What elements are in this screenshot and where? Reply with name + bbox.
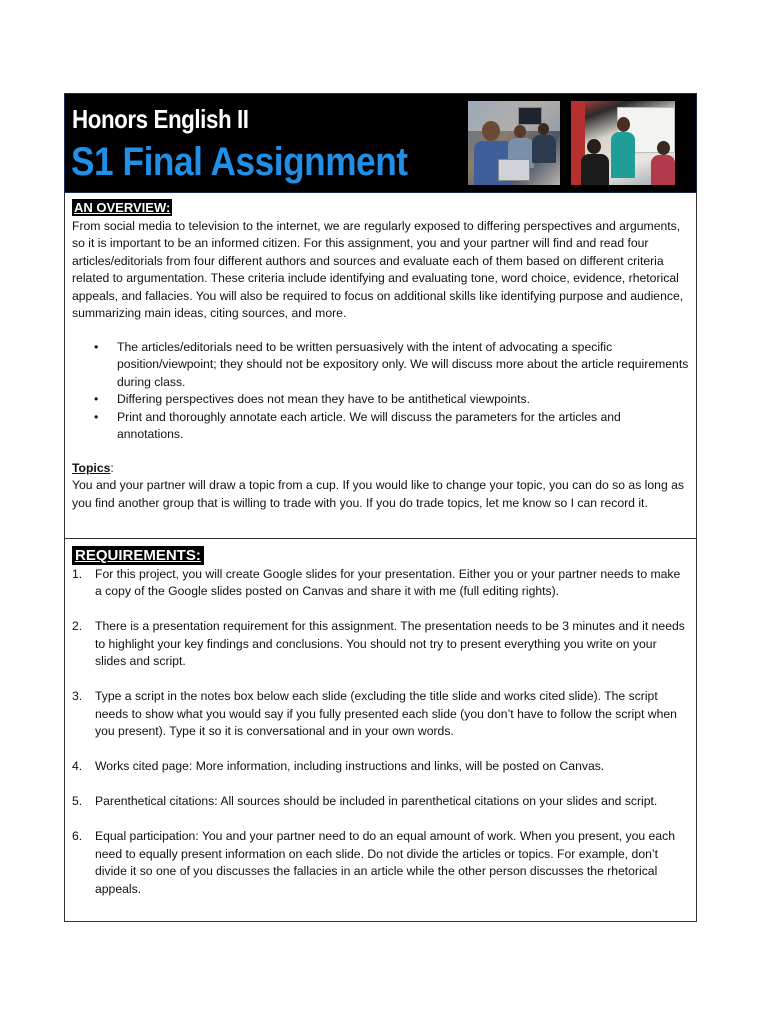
topics-label: Topics bbox=[72, 460, 111, 475]
assignment-document bbox=[64, 93, 697, 922]
requirements-section bbox=[64, 539, 697, 922]
list-item: 1. For this project, you will create Google slides for your presentation. Either you or your partner needs to make a copy of the Google slides posted on Canvas and share it with me (full editing rights). bbox=[72, 566, 681, 598]
list-item: 2. There is a presentation requirement for this assignment. The presentation needs to be 3 minutes and it needs to highlight your key findings and conclusions. You should not try to present everything you write on your slides and script. bbox=[72, 619, 685, 668]
students-at-laptops-photo bbox=[468, 101, 560, 185]
list-item: 4. Works cited page: More information, including instructions and links, will be posted on Canvas. bbox=[72, 759, 605, 773]
list-item: 6. Equal participation: You and your partner need to do an equal amount of work. When you present, you each need to equally present information on each slide. Do not divide the articles or topics. For example, don’t divide it so one of you discusses the fallacies in an article while the other person discusses the rhetorical appeals. bbox=[72, 829, 675, 896]
bullet-icon: • bbox=[94, 392, 99, 406]
bullet-icon: • bbox=[94, 339, 99, 354]
course-title: Honors English II bbox=[72, 104, 249, 134]
topics-text: You and your partner will draw a topic from a cup. If you would like to change your topic, you can do so as long as you find another group that is willing to trade with you. If you do trade topics, let me know so I can record it. bbox=[72, 478, 684, 510]
list-item: • Print and thoroughly annotate each article. We will discuss the parameters for the articles and annotations. bbox=[94, 409, 621, 441]
list-item: 3. Type a script in the notes box below each slide (excluding the title slide and works cited slide). The script needs to show what you would say if you fully presented each slide (you don’t have to follow the script when you present). Type it so it is conversational and in your own words. bbox=[72, 689, 677, 738]
list-item: 5. Parenthetical citations: All sources should be included in parenthetical citations on your slides and script. bbox=[72, 794, 658, 808]
overview-section bbox=[64, 193, 697, 539]
overview-bullet-list bbox=[72, 339, 689, 444]
document-header bbox=[64, 93, 697, 193]
overview-intro: From social media to television to the internet, we are regularly exposed to differing perspectives and arguments, so it is important to be an informed citizen. For this assignment, you and your partner will find and read four articles/editorials from four different authors and sources and evaluate each of them based on different criteria related to argumentation. These criteria include identifying and evaluating tone, word choice, evidence, rhetorical appeals, and fallacies. You will also be required to focus on additional skills like identifying purpose and audience, summarizing main ideas, citing sources, and more. bbox=[72, 218, 684, 320]
bullet-icon: • bbox=[94, 409, 99, 424]
overview-heading: AN OVERVIEW: bbox=[74, 200, 171, 215]
teacher-presenting-photo bbox=[571, 101, 675, 185]
requirements-heading: REQUIREMENTS: bbox=[72, 546, 204, 565]
topics-heading: Topics: bbox=[72, 460, 114, 475]
list-item: • Differing perspectives does not mean they have to be antithetical viewpoints. bbox=[72, 391, 689, 409]
assignment-title: S1 Final Assignment bbox=[71, 140, 408, 184]
list-item: • The articles/editorials need to be written persuasively with the intent of advocating a specific position/viewpoint; they should not be expository only. We will discuss more about the article requirements during class. bbox=[94, 339, 689, 389]
requirements-list bbox=[72, 566, 689, 899]
